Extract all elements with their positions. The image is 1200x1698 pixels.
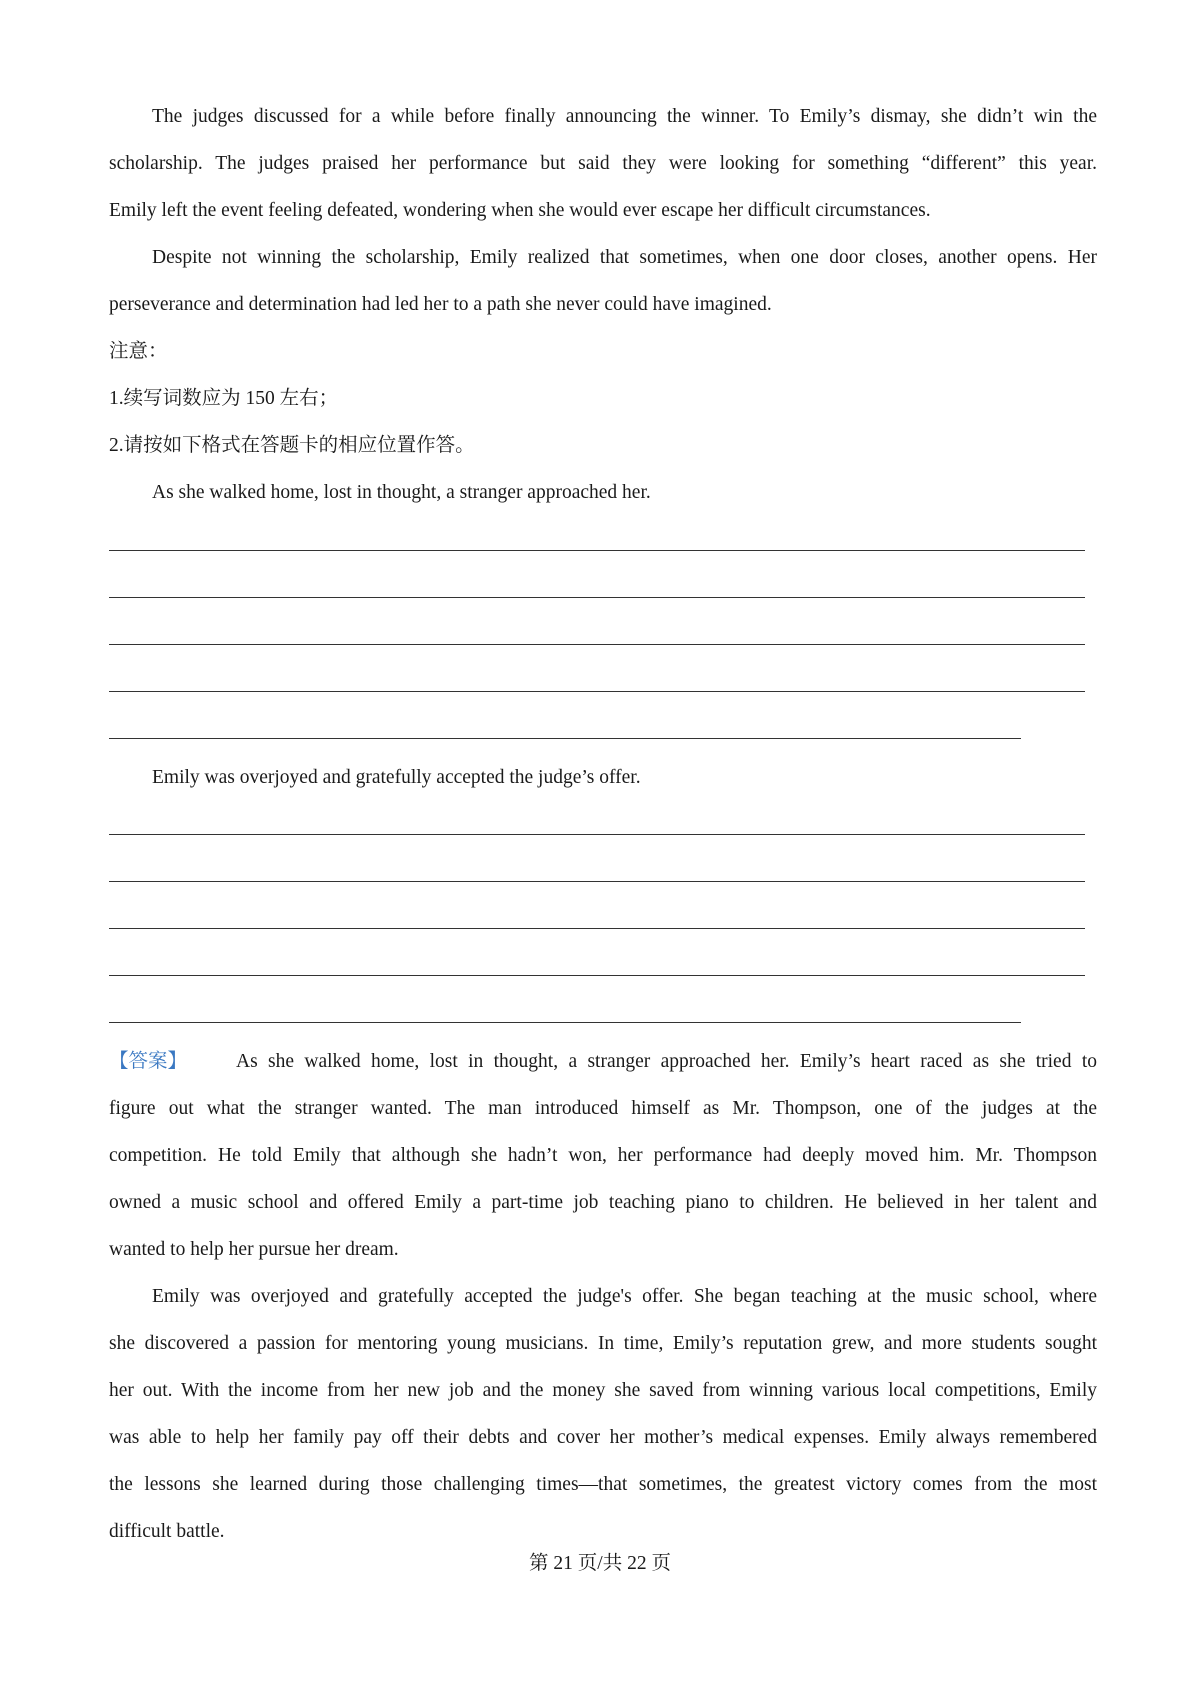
note-item: 2.请按如下格式在答题卡的相应位置作答。	[109, 435, 475, 456]
answer-line: owned a music school and offered Emily a part-time job teaching piano to children. He believed in her talent and	[109, 1192, 1097, 1213]
page-number: 第 21 页/共 22 页	[529, 1553, 671, 1574]
answer-blank-line	[109, 691, 1085, 692]
passage-line: perseverance and determination had led her to a path she never could have imagined.	[109, 294, 772, 315]
answer-blank-line	[109, 881, 1085, 882]
continuation-prompt-second: Emily was overjoyed and gratefully accepted the judge’s offer.	[152, 767, 641, 788]
answer-line: her out. With the income from her new job and the money she saved from winning various local competitions, Emily	[109, 1380, 1097, 1401]
notes-heading: 注意：	[109, 341, 168, 362]
answer-line: she discovered a passion for mentoring young musicians. In time, Emily’s reputation grew, and more students sought	[109, 1333, 1097, 1354]
answer-line: As she walked home, lost in thought, a stranger approached her. Emily’s heart raced as she tried to	[236, 1051, 1097, 1072]
passage-line: Emily left the event feeling defeated, wondering when she would ever escape her difficult circumstances.	[109, 200, 931, 221]
answer-blank-line	[109, 738, 1021, 739]
passage-line: The judges discussed for a while before finally announcing the winner. To Emily’s dismay, she didn’t win the	[152, 106, 1097, 127]
answer-blank-line	[109, 644, 1085, 645]
answer-tag: 【答案】	[109, 1051, 188, 1072]
answer-line: difficult battle.	[109, 1521, 225, 1542]
answer-blank-line	[109, 1022, 1021, 1023]
answer-blank-line	[109, 597, 1085, 598]
answer-line: the lessons she learned during those challenging times—that sometimes, the greatest victory comes from the most	[109, 1474, 1097, 1495]
passage-line: scholarship. The judges praised her performance but said they were looking for something “different” this year.	[109, 153, 1097, 174]
answer-line: figure out what the stranger wanted. The man introduced himself as Mr. Thompson, one of the judges at the	[109, 1098, 1097, 1119]
answer-line: wanted to help her pursue her dream.	[109, 1239, 399, 1260]
answer-blank-line	[109, 834, 1085, 835]
answer-line: was able to help her family pay off their debts and cover her mother’s medical expenses. Emily always remembered	[109, 1427, 1097, 1448]
answer-line: competition. He told Emily that although she hadn’t won, her performance had deeply moved him. Mr. Thompson	[109, 1145, 1097, 1166]
answer-line: Emily was overjoyed and gratefully accepted the judge's offer. She began teaching at the music school, where	[152, 1286, 1097, 1307]
continuation-prompt-first: As she walked home, lost in thought, a stranger approached her.	[152, 482, 651, 503]
note-item: 1.续写词数应为 150 左右；	[109, 388, 339, 409]
passage-line: Despite not winning the scholarship, Emily realized that sometimes, when one door closes, another opens. Her	[152, 247, 1097, 268]
answer-blank-line	[109, 928, 1085, 929]
answer-blank-line	[109, 550, 1085, 551]
answer-blank-line	[109, 975, 1085, 976]
